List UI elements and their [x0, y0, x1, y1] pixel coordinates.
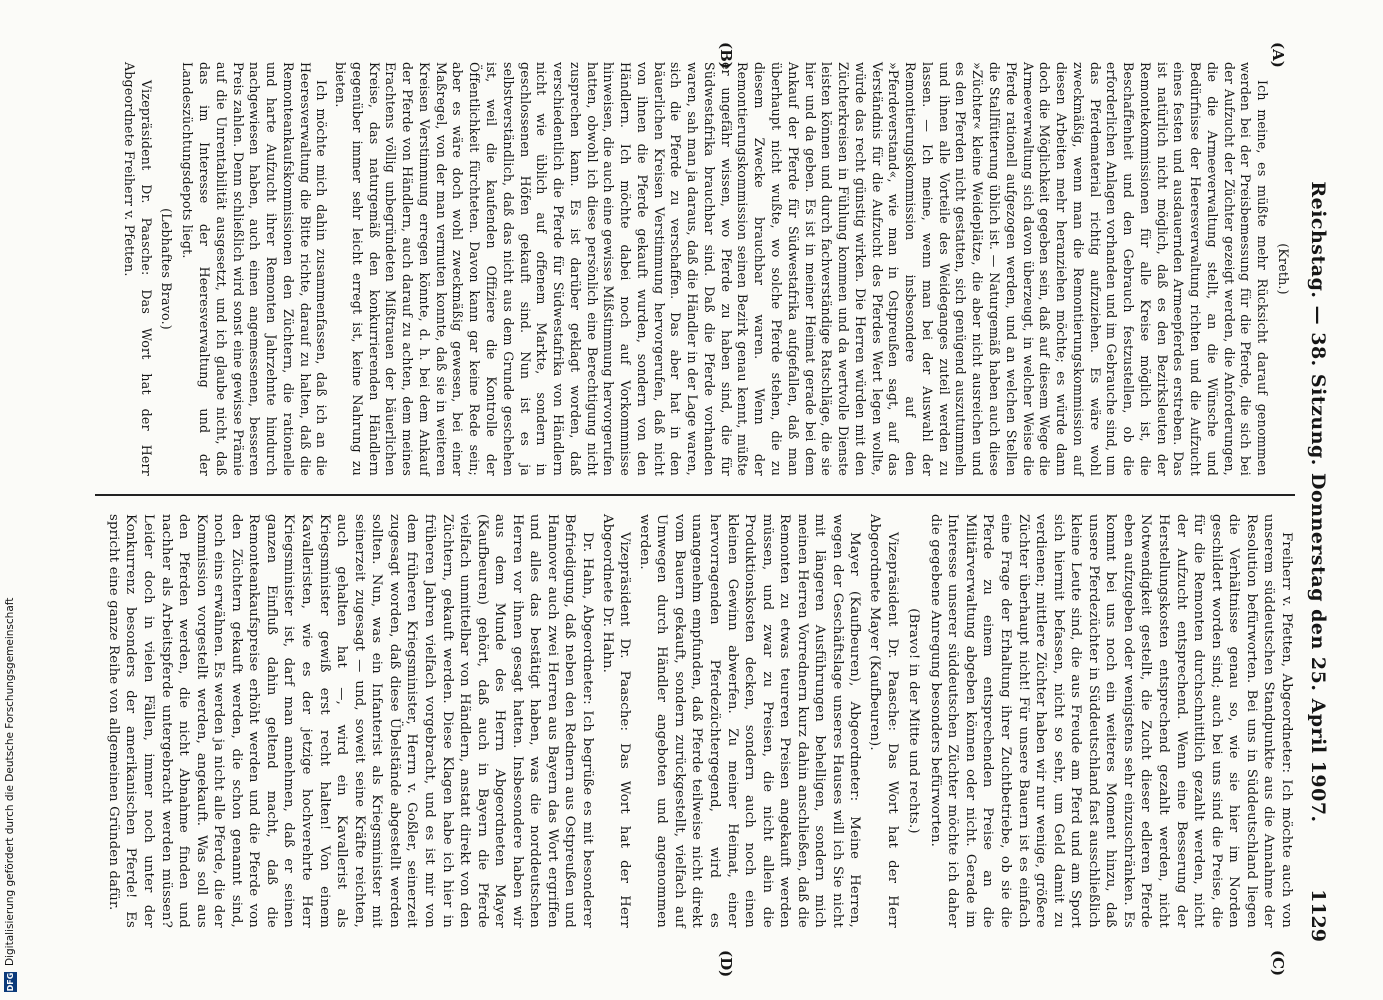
running-head	[1301, 62, 1329, 942]
bravo-note: (Bravo! in der Mitte und rechts.)	[906, 608, 922, 834]
body-paragraph: Dr. Hahn, Abgeordneter: Ich begrüße es mit besonderer Befriedigung, daß neben den Rednern aus Ostpreußen und Hannover auch zwei Herren aus Bayern das Wort ergriffen und alles das bestätigt haben, was die norddeutschen Herren vor ihnen gesagt hatten. Insbesondere haben wir aus dem Munde des Herrn Abgeordneten Mayer (Kaufbeuren) gehört, daß auch in Bayern die Pferde vielfach unmittelbar von Händlern, anstatt direkt von den Züchtern, gekauft werden. Diese Klagen habe ich hier in früheren Jahren vielfach vorgebracht, und es ist mir von dem früheren Kriegsminister, Herrn v. Goßler, seinerzeit zugesagt worden, daß diese Übelstände abgestellt werden sollten. Nun, was ein Infanterist als Kriegsminister mit seinerzeit zugesagt — und, soweit seine Kräfte reichten, auch gehalten hat —, wird ein Kavallerist als Kriegsminister gewiß erst recht halten! Von einem Kavalleristen, wie es der jetzige hochverehrte Herr Kriegsminister ist, darf man annehmen, daß er seinen ganzen Einfluß dahin geltend macht, daß die Remonteankaufspreise erhöht werden und die Pferde von den Züchtern gekauft werden, die schon genannt sind, noch eins erwähnen. Es werden ja nicht alle Pferde, die der Kommission vorgestellt werden, angekauft. Was soll aus den Pferden werden, die nicht Abnahme finden und nachher als Arbeitspferde untergebracht werden müssen? Leider doch in vielen Fällen, immer noch unter der Konkurrenz besonders der amerikanischen Pferde! Es spricht eine ganze Reihe von allgemeinen Gründen dafür.	[105, 514, 596, 928]
vice-president-line: Vizepräsident Dr. Paasche: Das Wort hat der Herr Abgeordnete Mayer (Kaufbeuren).	[867, 514, 900, 928]
body-paragraph: Mayer (Kaufbeuren), Abgeordneter: Meine Herren, wegen der Geschäftslage unseres Hauses will ich Sie nicht mit längeren Ausführungen behelligen, sondern mich meinen Herren Vorrednern kurz dahin anschließen, daß die Remonten zu etwas teureren Preisen angekauft werden müssen, und zwar zu Preisen, die nicht allein die Produktionskosten decken, sondern auch noch einen kleinen Gewinn abwerfen. Zu meiner Heimat, einer hervorragenden Pferdezüchtergegend, wird es unangenehm empfunden, daß Pferde teilweise nicht direkt vom Bauern gekauft, sondern zurückgestellt, vielfach auf Umwegen durch Händler angeboten und angenommen werden.	[636, 514, 863, 928]
rotated-print-page	[73, 42, 1335, 978]
vice-president-line: Vizepräsident Dr. Paasche: Das Wort hat der Herr Abgeordnete Dr. Hahn.	[599, 514, 633, 928]
body-paragraph: Ich meine, es müßte mehr Rücksicht darauf genommen werden bei der Preisbemessung für die Pferde, die sich bei der Aufzucht der Züchter gezeigt werden, die Anforderungen, die die Armeeverwaltung stellt, an die Wünsche und Bedürfnisse der Heeresverwaltung richten und die Aufzucht eines festen und ausdauernden Armeepferdes erstreben. Das ist natürlich nicht möglich, daß es den Bezirksleuten der Remontekommissionen für alle Kreise möglich ist, die Beschaffenheit und den Gebrauch festzustellen, ob die erforderlichen Anlagen vorhanden und im Gebrauche sind, um das Pferdematerial richtig aufzuziehen. Es wäre wohl zweckmäßig, wenn man die Remontierungskommission auf diesen Arbeiten mehr heranziehen möchte; es würde dann doch die Möglichkeit gegeben sein, daß auf diesem Wege die Armeeverwaltung sich davon überzeugt, in welcher Weise die Pferde rationell aufgezogen werden, und an welchen Stellen die Stallfütterung üblich ist. — Naturgemäß haben auch diese »Züchter« kleine Weideplätze, die aber nicht ausreichen und es den Pferden nicht gestatten, sich genügend auszutummeln und ihnen alle Vorteile des Weideganges zuteil werden zu lassen. — Ich meine, wenn man bei der Auswahl der Remontierungskommission insbesondere auf den »Pferdeverstand«, wie man in Ostpreußen sagt, auf das Verständnis für die Aufzucht des Pferdes Wert legen wollte, würde das recht günstig wirken. Die Herren würden mit den Züchterkreisen in Fühlung kommen und da wertvolle Dienste leisten können und durch fachverständige Ratschläge, die sie hier und da geben. Es ist in meiner Heimat gerade bei dem Ankauf der Pferde für Südwestafrika aufgefallen, daß man überhaupt nicht wußte, wo solche Pferde stehen, die zu diesem Zwecke brauchbar waren. Wenn der Remontierungskommission seinen Bezirk genau kennt, müßte er ungefähr wissen, wo Pferde zu haben sind, die für Südwestafrika brauchbar sind. Daß die Pferde vorhanden waren, sah man ja daraus, daß die Händler in der Lage waren, sich die Pferde zu verschaffen. Das aber hat in den bäuerlichen Kreisen Verstimmung hervorgerufen, daß nicht von ihnen die Pferde gekauft wurden, sondern von den Händlern. Ich möchte dabei noch auf Vorkommnisse hinweisen, die auch eine gewisse Mißstimmung hervorgerufen hatten, obwohl ich diese persönlich eine Berechtigung nicht zusprechen kann. Es ist darüber geklagt worden, daß verschiedentlich die Pferde für Südwestafrika von Händlern nicht wie üblich auf offenem Markte, sondern in geschlossenen Höfen gekauft sind. Nun ist es ja selbstverständlich, daß das nicht aus dem Grunde geschehen ist, weil die kaufenden Offiziere die Kontrolle der Öffentlichkeit fürchteten. Davon kann gar keine Rede sein; aber es wäre doch wohl zweckmäßig gewesen, bei einer Maßregel, von der man vermuten konnte, daß sie in weiteren Kreisen Verstimmung erregen könnte, d. h. bei dem Ankauf der Pferde von Händlern, auch darauf zu achten, dem meines Erachtens völlig unbegründeten Mißtrauen der bäuerlichen Kreise, das naturgemäß den konkurrierenden Händlern gegenüber immer sehr leicht erregt ist, keine Nahrung zu bieten.	[333, 62, 1271, 476]
right-column	[95, 514, 1295, 928]
vice-president-line: Vizepräsident Dr. Paasche: Das Wort hat der Herr Abgeordnete Freiherr v. Pfetten.	[121, 62, 154, 476]
funding-footer	[0, 0, 20, 1000]
column-divider	[95, 494, 1295, 496]
left-column	[95, 62, 1295, 476]
dfg-logo: DFG	[5, 972, 15, 992]
funding-note: Digitalisierung gefördert durch die Deutsche Forschungsgemeinschaft	[4, 597, 16, 966]
page-number: 1129	[1307, 889, 1329, 942]
body-paragraph: Freiherr v. Pfetten, Abgeordneter: Ich möchte auch von unserem süddeutschen Standpunkte aus die Annahme der Resolution befürworten. Bei uns in Süddeutschland liegen die Verhältnisse genau so, wie sie hier im Norden geschildert worden sind; auch bei uns sind die Preise, die für die Remonten durchschnittlich gezahlt werden, nicht der Aufzucht entsprechend. Wenn eine Besserung der Herstellungskosten entsprechend gezahlt werden, nicht Notwendigkeit gestellt, die Zucht dieser edleren Pferde eben aufzugeben oder wenigstens sehr einzuschränken. Es kommt bei uns noch ein weiteres Moment hinzu, daß unsere Pferdezüchter in Süddeutschland fast ausschließlich kleine Leute sind, die aus Freude am Pferd und am Sport sich hiermit befassen, nicht so sehr, um Geld damit zu verdienen; mittlere Züchter haben wir nur wenige, größere Züchter überhaupt nicht! Für unsere Bauern ist es einfach eine Frage der Erhaltung ihrer Zuchtbetriebe, ob sie die Pferde zu einem entsprechenden Preise an die Militärverwaltung abgeben können oder nicht. Gerade im Interesse unserer süddeutschen Züchter möchte ich daher die gegebene Anregung besonders befürworten.	[927, 514, 1294, 928]
margin-mark-d: (D)	[717, 950, 735, 978]
session-heading: Reichstag. — 38. Sitzung. Donnerstag den 25. April 1907.	[1307, 181, 1329, 823]
margin-mark-c: (C)	[1269, 950, 1287, 977]
margin-mark-b: (B)	[717, 42, 735, 69]
speaker-tag: (Kreth.)	[1276, 243, 1291, 295]
applause-note: (Lebhaftes Bravo.)	[159, 208, 175, 330]
body-paragraph: Ich möchte mich dahin zusammenfassen, daß ich an die Heeresverwaltung die Bitte richte, darauf zu halten, daß die Remonteankaufskommissionen den Züchtern, die rationelle und harte Aufzucht ihrer Remonten Jahrzehnte hindurch nachgewiesen haben, auch einen angemessenen, besseren Preis zahlen. Denn schließlich wird sonst eine gewisse Prämie auf die Unrentabilität ausgesetzt, und ich glaube nicht, daß das im Interesse der Heeresverwaltung und der Landeszüchtungsdepots liegt.	[180, 62, 330, 476]
margin-mark-a: (A)	[1269, 42, 1287, 68]
